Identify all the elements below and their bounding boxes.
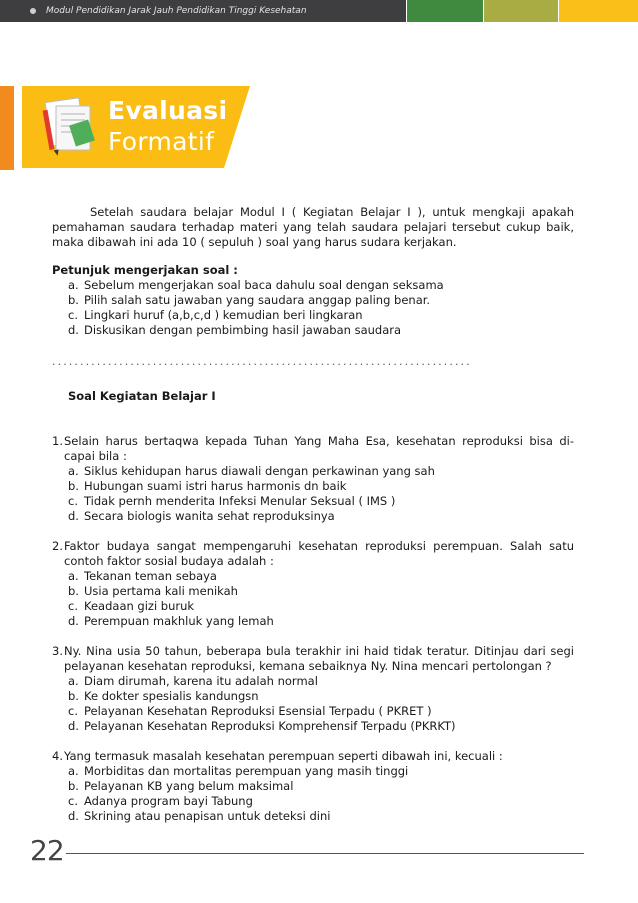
question-3 <box>52 644 574 734</box>
option-d[interactable]: d. Skrining atau penapisan untuk deteksi dini <box>68 809 331 823</box>
list-item: b. Pilih salah satu jawaban yang saudara anggap paling benar. <box>68 293 431 307</box>
instructions-list <box>52 278 574 338</box>
list-item: d. Diskusikan dengan pembimbing hasil jawaban saudara <box>68 323 402 337</box>
question-number: 1. <box>52 434 63 448</box>
question-number: 2. <box>52 539 63 553</box>
option-b[interactable]: b. Usia pertama kali menikah <box>68 584 238 598</box>
question-text: Selain harus bertaqwa kepada Tuhan Yang Maha Esa, kesehatan reproduksi bisa di-capai bila : <box>64 434 574 463</box>
page-number: 22 <box>30 834 64 867</box>
question-text: Yang termasuk masalah kesehatan perempuan seperti dibawah ini, kecuali : <box>64 749 503 763</box>
option-d[interactable]: d. Secara biologis wanita sehat reproduksinya <box>68 509 335 523</box>
bullet-dot-icon <box>30 8 36 14</box>
header-title-bar <box>0 0 406 22</box>
page-header <box>0 0 638 22</box>
question-number: 3. <box>52 644 63 658</box>
question-number: 4. <box>52 749 63 763</box>
question-list <box>52 434 574 824</box>
option-b[interactable]: b. Pelayanan KB yang belum maksimal <box>68 779 294 793</box>
option-c[interactable]: c. Tidak pernh menderita Infeksi Menular Seksual ( IMS ) <box>68 494 396 508</box>
header-title: Modul Pendidikan Jarak Jauh Pendidikan Tinggi Kesehatan <box>46 6 307 16</box>
list-item: a. Sebelum mengerjakan soal baca dahulu soal dengan seksama <box>68 278 444 292</box>
header-color-segment-olive <box>484 0 558 22</box>
instructions-title: Petunjuk mengerjakan soal : <box>52 263 238 277</box>
option-a[interactable]: a. Siklus kehidupan harus diawali dengan perkawinan yang sah <box>68 464 435 478</box>
question-1 <box>52 434 574 524</box>
page-content <box>52 205 574 824</box>
option-c[interactable]: c. Adanya program bayi Tabung <box>68 794 253 808</box>
option-list <box>52 569 574 629</box>
question-4 <box>52 749 574 824</box>
header-color-segment-yellow <box>559 0 638 22</box>
option-b[interactable]: b. Hubungan suami istri harus harmonis dn baik <box>68 479 347 493</box>
footer-rule <box>66 853 584 854</box>
question-text: Faktor budaya sangat mempengaruhi kesehatan reproduksi perempuan. Salah satu contoh faktor sosial budaya adalah : <box>64 539 574 568</box>
banner-title-evaluasi: Evaluasi <box>108 96 228 125</box>
option-a[interactable]: a. Morbiditas dan mortalitas perempuan yang masih tinggi <box>68 764 409 778</box>
option-b[interactable]: b. Ke dokter spesialis kandungsn <box>68 689 259 703</box>
question-text: Ny. Nina usia 50 tahun, beberapa bula terakhir ini haid tidak teratur. Ditinjau dari segi pelayanan kesehatan reproduksi, kemana sebaiknya Ny. Nina mencari pertolongan ? <box>64 644 574 673</box>
intro-paragraph: Setelah saudara belajar Modul I ( Kegiatan Belajar I ), untuk mengkaji apakah pemahaman saudara terhadap materi yang telah saudara pelajari tersebut cukup baik, maka dibawah ini ada 10 ( sepuluh ) soal yang harus sudara kerjakan. <box>52 205 574 249</box>
option-d[interactable]: d. Pelayanan Kesehatan Reproduksi Komprehensif Terpadu (PKRKT) <box>68 719 456 733</box>
section-title: Soal Kegiatan Belajar I <box>68 389 216 403</box>
list-item: c. Lingkari huruf (a,b,c,d ) kemudian beri lingkaran <box>68 308 363 322</box>
option-list <box>52 464 574 524</box>
option-a[interactable]: a. Tekanan teman sebaya <box>68 569 217 583</box>
option-c[interactable]: c. Keadaan gizi buruk <box>68 599 195 613</box>
banner-title-formatif: Formatif <box>108 127 215 156</box>
option-a[interactable]: a. Diam dirumah, karena itu adalah normal <box>68 674 318 688</box>
option-list <box>52 674 574 734</box>
option-c[interactable]: c. Pelayanan Kesehatan Reproduksi Esensial Terpadu ( PKRET ) <box>68 704 432 718</box>
dotted-separator: ........................................................................... <box>52 355 472 368</box>
question-2 <box>52 539 574 629</box>
header-color-segment-green <box>407 0 483 22</box>
document-pencil-icon <box>42 96 102 162</box>
option-list <box>52 764 574 824</box>
option-d[interactable]: d. Perempuan makhluk yang lemah <box>68 614 274 628</box>
